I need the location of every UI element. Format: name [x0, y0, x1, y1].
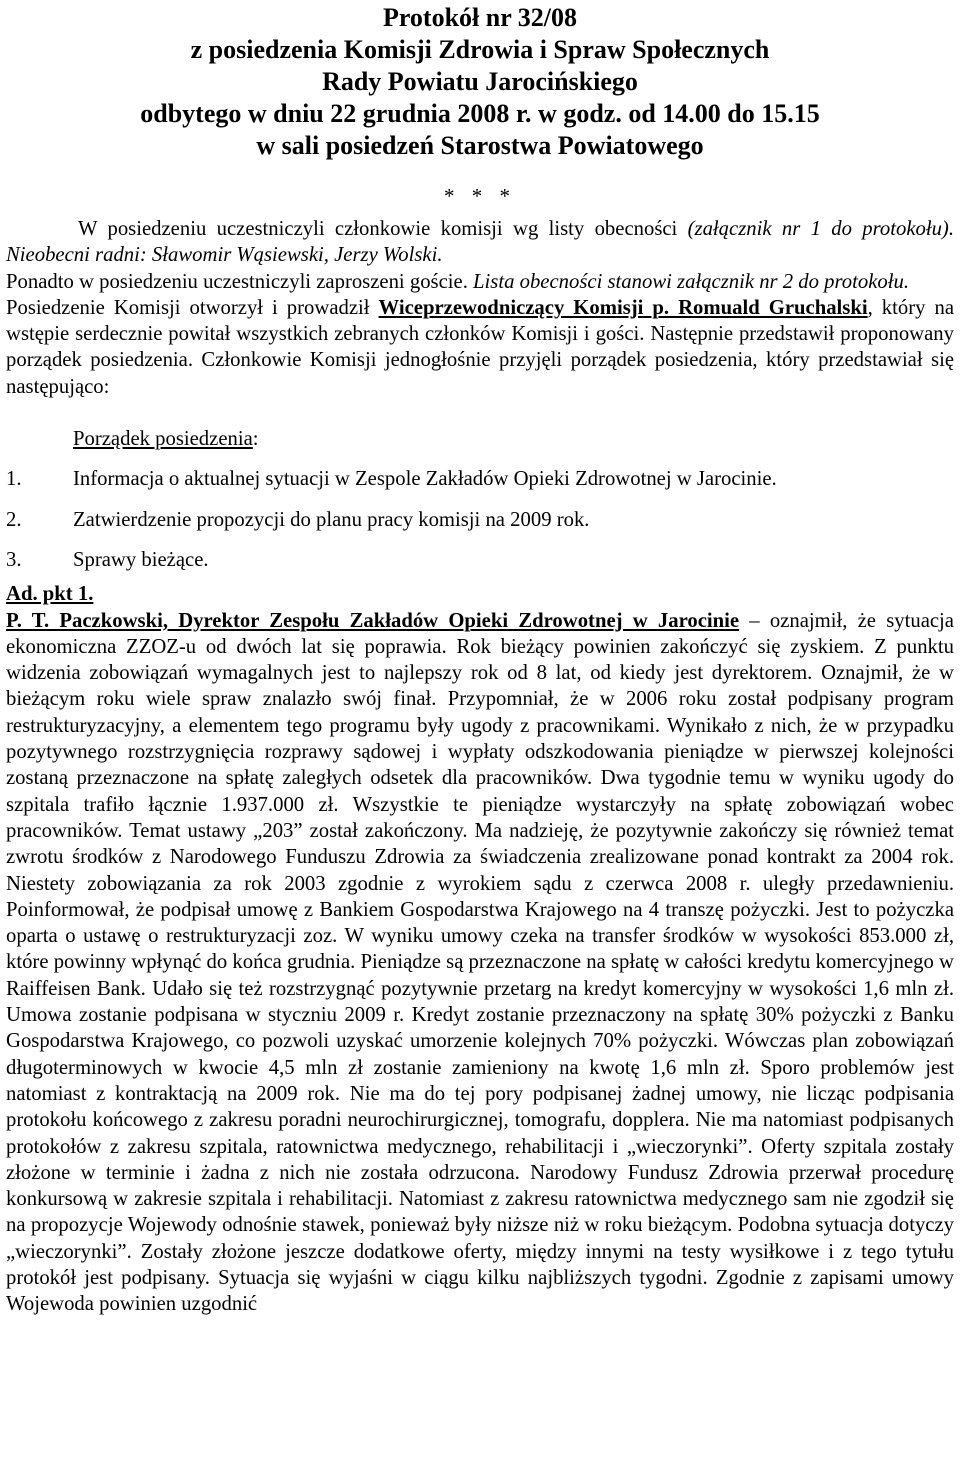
agenda-heading-text: Porządek posiedzenia — [73, 428, 253, 451]
agenda-list — [6, 466, 954, 573]
list-item-text: Zatwierdzenie propozycji do planu pracy komisji na 2009 rok. — [73, 508, 590, 531]
attachment-2-note: Lista obecności stanowi załącznik nr 2 do protokołu. — [467, 270, 910, 293]
list-item — [6, 547, 954, 573]
opening-text: Posiedzenie Komisji otworzył i prowadził — [6, 296, 379, 319]
attachment-1-note: (załącznik nr 1 do protokołu). — [687, 218, 954, 240]
opening-continuation: , który na wstępie serdecznie powitał wszystkich zebranych członków Komisji i gości. Następnie przedstawił proponowany porządek posiedzenia. Członkowie Komisji jednogłośnie przyjęli porządek posiedzenia, który przedstawiał się następująco: — [6, 296, 954, 398]
opening-paragraph — [6, 295, 954, 400]
agenda-heading-colon: : — [252, 428, 259, 451]
agenda-heading — [73, 426, 954, 452]
list-item-text: Sprawy bieżące. — [73, 548, 209, 571]
list-item-number: 3. — [6, 548, 22, 571]
section-heading-pkt-1: Ad. pkt 1. — [6, 583, 94, 606]
title-line-2: z posiedzenia Komisji Zdrowia i Spraw Społecznych — [190, 35, 770, 64]
speaker-name: P. T. Paczkowski, Dyrektor Zespołu Zakładów Opieki Zdrowotnej w Jarocinie — [6, 609, 740, 632]
attendance-text: W posiedzeniu uczestniczyli członkowie komisji wg listy obecności — [78, 218, 688, 240]
guests-paragraph — [6, 269, 954, 295]
chairman-name: Wiceprzewodniczący Komisji p. Romuald Gruchalski — [378, 296, 868, 319]
section-separator: * * * — [444, 184, 516, 208]
absent-members: Nieobecni radni: Sławomir Wąsiewski, Jerzy Wolski. — [6, 244, 443, 267]
list-item-number: 1. — [6, 468, 22, 491]
director-statement — [6, 608, 954, 1318]
statement-text: – oznajmił, że sytuacja ekonomiczna ZZOZ-u od dwóch lat się poprawia. Rok bieżący powinien zakończyć się zyskiem. Z punktu widzenia zobowiązań wymagalnych jest to najlepszy rok od 8 lat, od kiedy jest dyrektorem. Oznajmił, że w bieżącym roku wiele spraw znalazło swój finał. Przypomniał, że w 2006 roku został podpisany program restrukturyzacyjny, a elementem tego programu były ugody z pracownikami. Wynikało z nich, że w przypadku pozytywnego rozstrzygnięcia rozprawy sądowej i wypłaty odszkodowania pieniądze w pierwszej kolejności zostaną przeznaczone na spłatę zaległych odsetek dla pracowników. Dwa tygodnie temu w wyniku ugody do szpitala trafiło łącznie 1.937.000 zł. Wszystkie te pieniądze wystarczyły na spłatę zobowiązań wobec pracowników. Temat ustawy „203” został zakończony. Ma nadzieję, że pozytywnie zakończy się również temat zwrotu środków z Narodowego Funduszu Zdrowia za świadczenia zrealizowane ponad kontrakt za 2004 rok. Niestety zobowiązania za rok 2003 zgodnie z wyrokiem sądu z czerwca 2008 r. uległy przedawnieniu. Poinformował, że podpisał umowę z Bankiem Gospodarstwa Krajowego na 4 transzę pożyczki. Jest to pożyczka oparta o ustawę o restrukturyzacji zoz. W wyniku umowy czeka na transfer środków w wysokości 853.000 zł, które powinny wpłynąć do końca grudnia. Pieniądze są przeznaczone na spłatę w całości kredytu komercyjnego w Raiffeisen Bank. Udało się też rozstrzygnąć pozytywnie przetarg na kredyt komercyjny w wysokości 1,6 mln zł. Umowa zostanie podpisana w styczniu 2009 r. Kredyt zostanie przeznaczony na spłatę 30% pożyczki z Banku Gospodarstwa Krajowego, co pozwoli uzyskać umorzenie kolejnych 70% pożyczki. Wówczas plan zobowiązań długoterminowych w kwocie 4,5 mln zł zostanie zamieniony na kwotę 1,6 mln zł. Sporo problemów jest natomiast z kontraktacją na 2009 rok. Nie ma do tej pory podpisanej żadnej umowy, nie licząc podpisania protokołu końcowego z zakresu poradni neurochirurgicznej, tomografu, dopplera. Nie ma natomiast podpisanych protokołów z zakresu szpitala, ratownictwa medycznego, rehabilitacji i „wieczorynki”. Oferty szpitala zostały złożone w terminie i żadna z nich nie została odrzucona. Narodowy Fundusz Zdrowia przerwał procedurę konkursową w zakresie szpitala i rehabilitacji. Natomiast z zakresu ratownictwa medycznego sam nie zgodził się na propozycje Wojewody odnośnie stawek, ponieważ były niższe niż w roku bieżącym. Podobna sytuacja dotyczy „wieczorynki”. Zostały złożone jeszcze dodatkowe oferty, między innymi na testy wysiłkowe i z tego tytułu protokół jest podpisany. Sytuacja się wyjaśni w ciągu kilku najbliższych tygodni. Zgodnie z zapisami umowy Wojewoda powinien uzgodnić — [6, 609, 954, 1316]
list-item — [6, 507, 954, 533]
title-line-4: odbytego w dniu 22 grudnia 2008 r. w godz. od 14.00 do 15.15 — [140, 99, 820, 128]
title-line-3: Rady Powiatu Jarocińskiego — [322, 67, 638, 96]
attendance-paragraph — [6, 216, 954, 269]
list-item-text: Informacja o aktualnej sytuacji w Zespole Zakładów Opieki Zdrowotnej w Jarocinie. — [73, 468, 777, 491]
list-item — [6, 466, 954, 492]
list-item-number: 2. — [6, 508, 22, 531]
document-body — [0, 216, 960, 1318]
document-title — [0, 0, 960, 162]
title-line-1: Protokół nr 32/08 — [382, 3, 578, 32]
guests-text: Ponadto w posiedzeniu uczestniczyli zaproszeni goście. — [6, 270, 468, 293]
title-line-5: w sali posiedzeń Starostwa Powiatowego — [256, 131, 704, 160]
